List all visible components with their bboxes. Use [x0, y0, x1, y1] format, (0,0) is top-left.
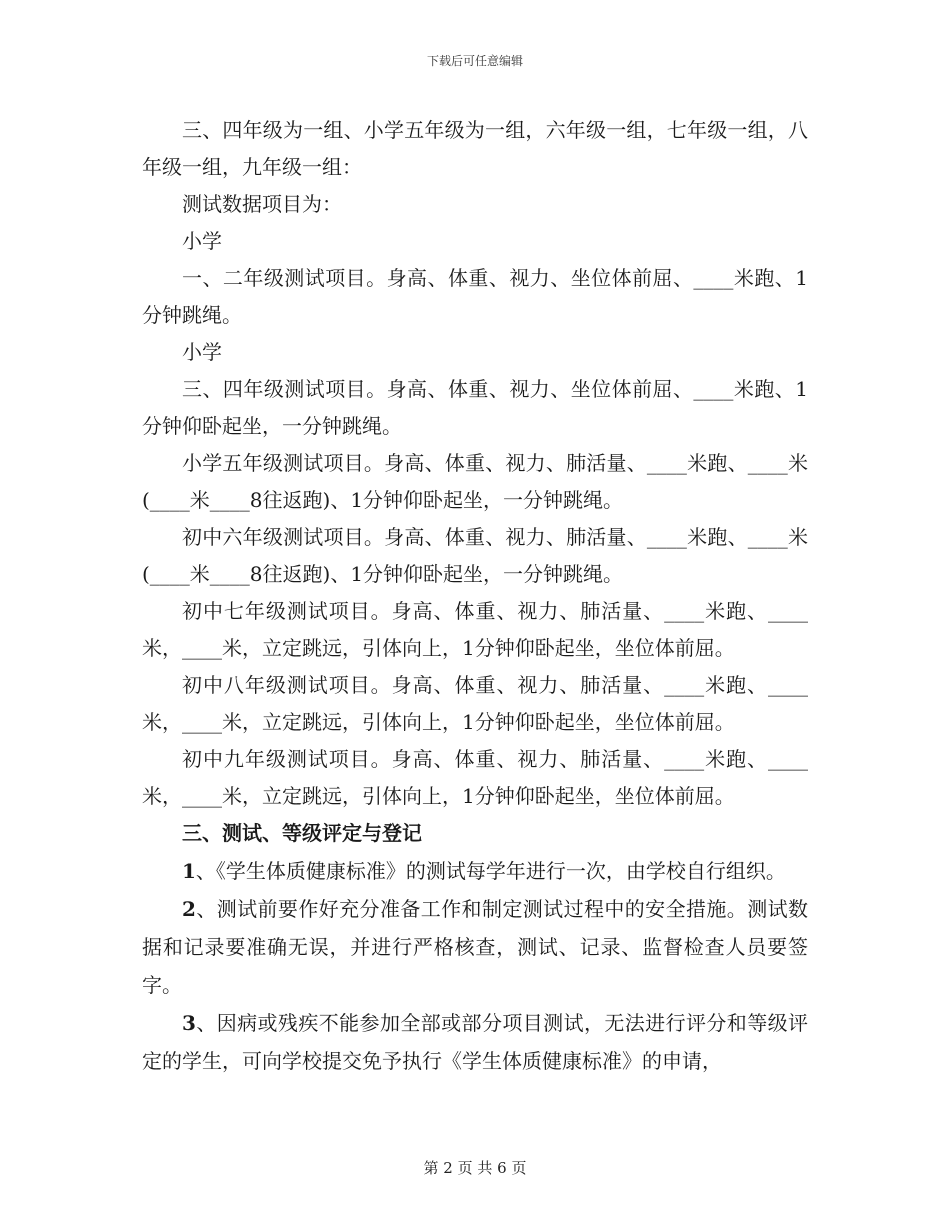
paragraph-grade-7: 初中七年级测试项目。身高、体重、视力、肺活量、____米跑、____米，____米，立定跳远，引体向上，1分钟仰卧起坐，坐位体前屈。 [142, 599, 808, 660]
item-number: 1 [182, 859, 196, 883]
section-3-item-2 [142, 890, 808, 1004]
paragraph-primary-label-1: 小学 [182, 229, 222, 253]
paragraph-grade-9: 初中九年级测试项目。身高、体重、视力、肺活量、____米跑、____米，____米，立定跳远，引体向上，1分钟仰卧起坐，坐位体前屈。 [142, 747, 808, 808]
item-number: 3 [182, 1011, 196, 1035]
page-footer: 第 2 页 共 6 页 [423, 1159, 527, 1177]
paragraph-grouping: 三、四年级为一组、小学五年级为一组，六年级一组，七年级一组，八年级一组，九年级一组： [142, 118, 808, 179]
document-body [142, 112, 808, 1080]
paragraph-primary-label-2: 小学 [182, 340, 222, 364]
paragraph-grade-3-4: 三、四年级测试项目。身高、体重、视力、坐位体前屈、____米跑、1分钟仰卧起坐，一分钟跳绳。 [142, 377, 808, 438]
section-3-heading: 三、测试、等级评定与登记 [182, 821, 422, 845]
paragraph-test-items-intro: 测试数据项目为： [182, 192, 342, 216]
item-text: 、《学生体质健康标准》的测试每学年进行一次，由学校自行组织。 [195, 859, 786, 883]
paragraph-grade-6: 初中六年级测试项目。身高、体重、视力、肺活量、____米跑、____米(____米____8往返跑)、1分钟仰卧起坐，一分钟跳绳。 [142, 525, 808, 586]
section-3-item-1 [142, 852, 808, 890]
item-text: 、测试前要作好充分准备工作和制定测试过程中的安全措施。测试数据和记录要准确无误，并进行严格核查，测试、记录、监督检查人员要签字。 [142, 897, 808, 997]
paragraph-grade-8: 初中八年级测试项目。身高、体重、视力、肺活量、____米跑、____米，____米，立定跳远，引体向上，1分钟仰卧起坐，坐位体前屈。 [142, 673, 808, 734]
item-number: 2 [182, 897, 196, 921]
section-3-item-3 [142, 1004, 808, 1080]
item-text: 、因病或残疾不能参加全部或部分项目测试，无法进行评分和等级评定的学生，可向学校提交免予执行《学生体质健康标准》的申请， [142, 1011, 808, 1073]
page-header: 下载后可任意编辑 [426, 54, 523, 68]
paragraph-grade-1-2: 一、二年级测试项目。身高、体重、视力、坐位体前屈、____米跑、1分钟跳绳。 [142, 266, 808, 327]
paragraph-grade-5: 小学五年级测试项目。身高、体重、视力、肺活量、____米跑、____米(____米____8往返跑)、1分钟仰卧起坐，一分钟跳绳。 [142, 451, 808, 512]
